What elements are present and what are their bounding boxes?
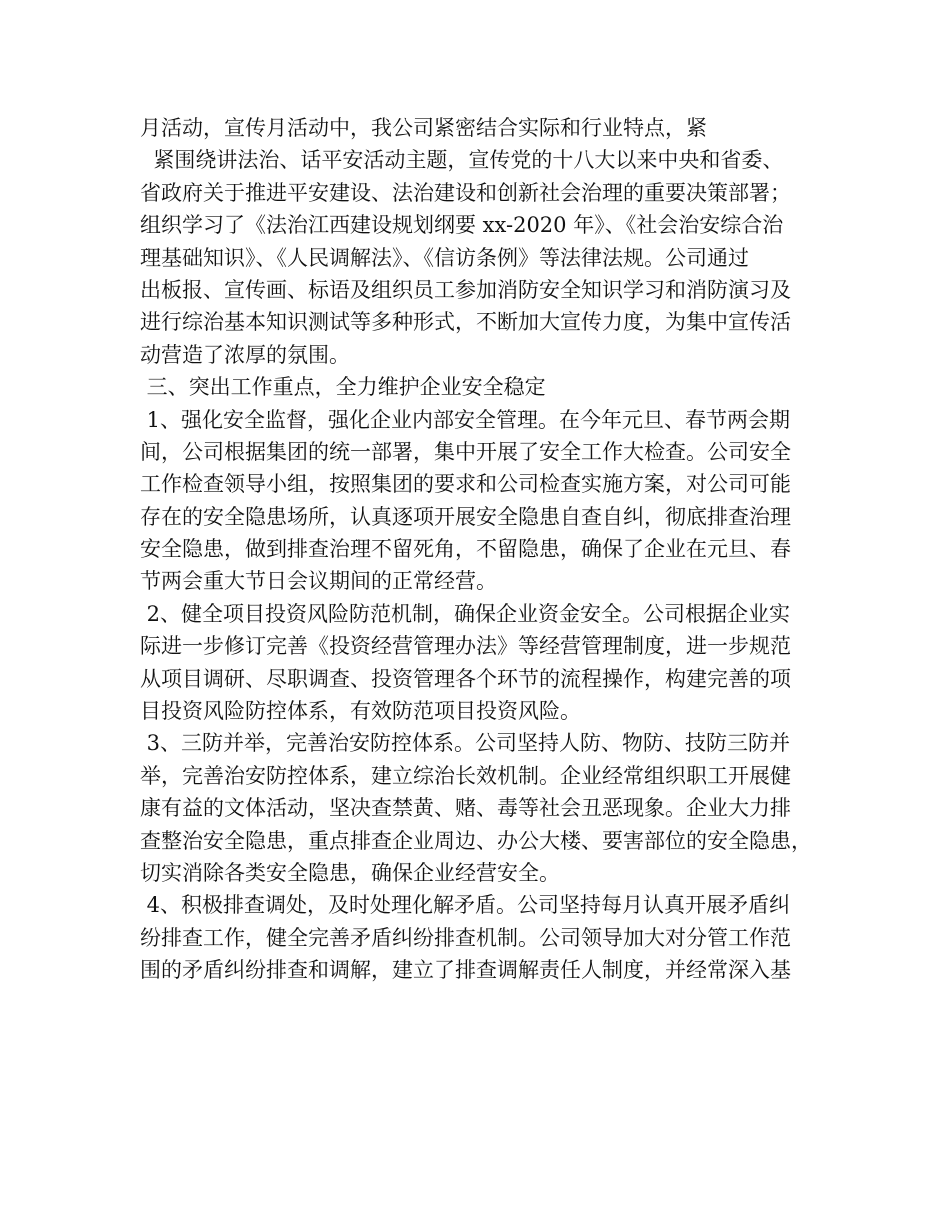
text-line: 进行综治基本知识测试等多种形式，不断加大宣传力度，为集中宣传活	[140, 310, 791, 335]
text-line: 紧围绕讲法治、话平安活动主题，宣传党的十八大以来中央和省委、	[140, 148, 784, 173]
text-line: 理基础知识》、《人民调解法》、《信访条例》等法律法规。公司通过	[140, 245, 749, 270]
document-body	[140, 112, 830, 987]
text-line: 组织学习了《法治江西建设规划纲要 xx-2020 年》、《社会治安综合治	[140, 213, 784, 238]
text-line: 查整治安全隐患，重点排查企业周边、办公大楼、要害部位的安全隐患，	[140, 828, 812, 853]
text-line: 目投资风险防控体系，有效防范项目投资风险。	[140, 699, 581, 724]
text-line: 月活动，宣传月活动中，我公司紧密结合实际和行业特点，紧	[140, 116, 707, 140]
text-line: 际进一步修订完善《投资经营管理办法》等经营管理制度，进一步规范	[140, 634, 791, 659]
text-line: 节两会重大节日会议期间的正常经营。	[140, 569, 497, 594]
text-line: 切实消除各类安全隐患，确保企业经营安全。	[140, 860, 560, 885]
text-line: 1、强化安全监督，强化企业内部安全管理。在今年元旦、春节两会期	[140, 407, 791, 432]
text-line: 间，公司根据集团的统一部署，集中开展了安全工作大检查。公司安全	[140, 439, 791, 464]
text-line: 动营造了浓厚的氛围。	[140, 342, 350, 367]
text-line: 围的矛盾纠纷排查和调解，建立了排查调解责任人制度，并经常深入基	[140, 958, 791, 983]
text-line: 康有益的文体活动，坚决查禁黄、赌、毒等社会丑恶现象。企业大力排	[140, 796, 791, 821]
text-line: 省政府关于推进平安建设、法治建设和创新社会治理的重要决策部署；	[140, 180, 791, 205]
text-line: 举，完善治安防控体系，建立综治长效机制。企业经常组织职工开展健	[140, 763, 791, 788]
text-line: 从项目调研、尽职调查、投资管理各个环节的流程操作，构建完善的项	[140, 666, 791, 691]
section-heading: 三、突出工作重点，全力维护企业安全稳定	[140, 375, 546, 400]
text-line: 安全隐患，做到排查治理不留死角，不留隐患，确保了企业在元旦、春	[140, 537, 791, 562]
text-line: 存在的安全隐患场所，认真逐项开展安全隐患自查自纠，彻底排查治理	[140, 504, 791, 529]
text-line: 3、三防并举，完善治安防控体系。公司坚持人防、物防、技防三防并	[140, 731, 791, 756]
text-line: 4、积极排查调处，及时处理化解矛盾。公司坚持每月认真开展矛盾纠	[140, 893, 791, 918]
text-line: 工作检查领导小组，按照集团的要求和公司检查实施方案，对公司可能	[140, 472, 791, 497]
text-line: 2、健全项目投资风险防范机制，确保企业资金安全。公司根据企业实	[140, 601, 791, 626]
text-line: 出板报、宣传画、标语及组织员工参加消防安全知识学习和消防演习及	[140, 277, 791, 302]
text-line: 纷排查工作，健全完善矛盾纠纷排查机制。公司领导加大对分管工作范	[140, 925, 791, 950]
